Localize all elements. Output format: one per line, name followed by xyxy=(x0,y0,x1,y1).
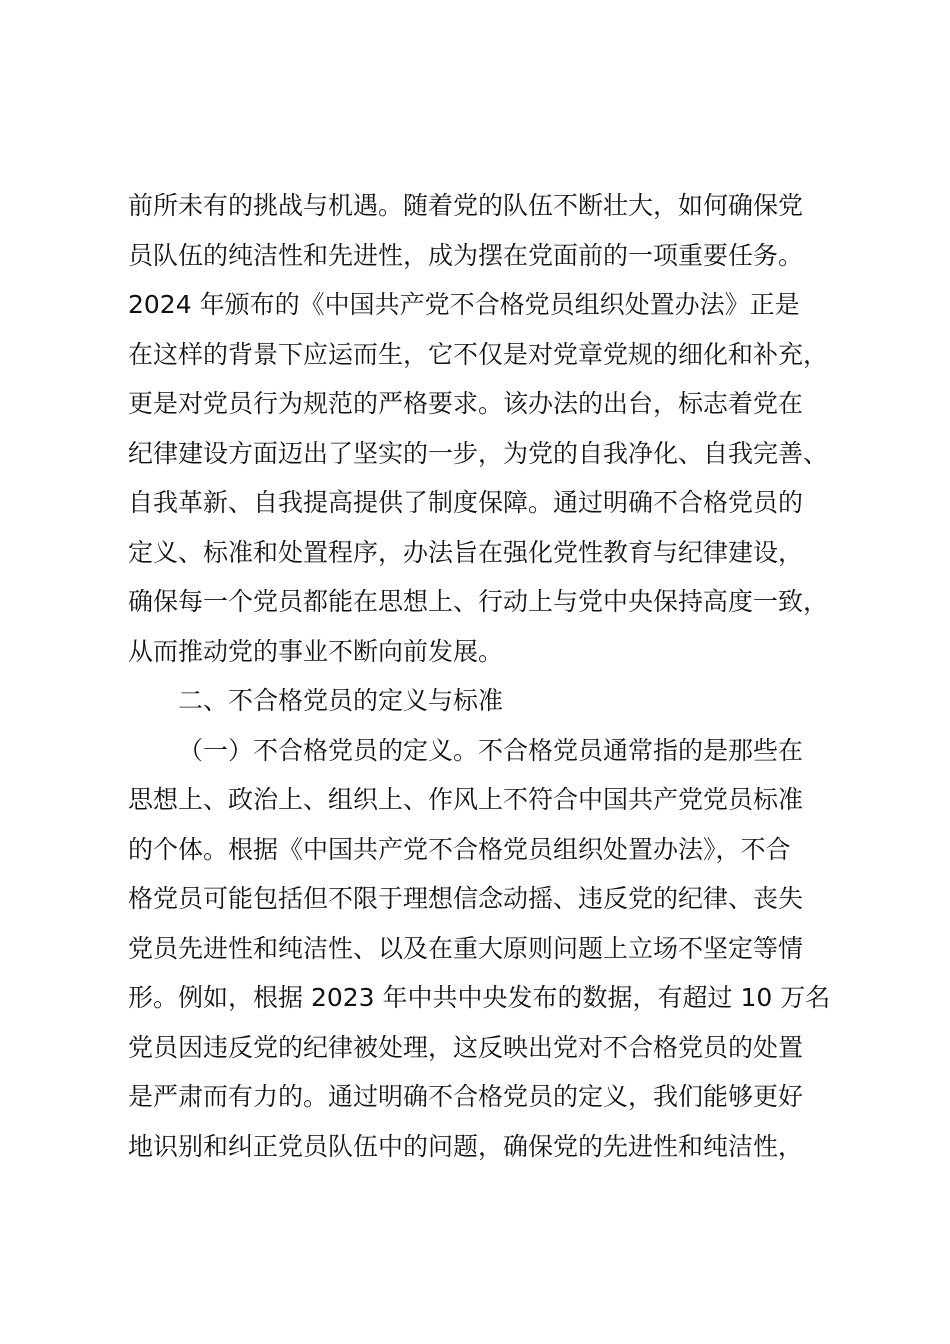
section-heading: 二、不合格党员的定义与标准 xyxy=(178,686,504,715)
paragraph-line: 思想上、政治上、组织上、作风上不符合中国共产党党员标准 xyxy=(128,785,804,814)
paragraph-line: 前所未有的挑战与机遇。随着党的队伍不断壮大，如何确保党 xyxy=(128,191,804,220)
document-body xyxy=(128,181,848,1171)
paragraph-line: 的个体。根据《中国共产党不合格党员组织处置办法》，不合 xyxy=(128,834,791,864)
paragraph-line: 格党员可能包括但不限于理想信念动摇、违反党的纪律、丧失 xyxy=(128,884,804,913)
paragraph-line: 纪律建设方面迈出了坚实的一步，为党的自我净化、自我完善、 xyxy=(128,438,829,468)
paragraph-line: 从而推动党的事业不断向前发展。 xyxy=(128,636,504,666)
paragraph-line: 2024 年颁布的《中国共产党不合格党员组织处置办法》正是 xyxy=(128,290,800,319)
paragraph-line: 定义、标准和处置程序，办法旨在强化党性教育与纪律建设， xyxy=(128,537,804,567)
paragraph-line: 确保每一个党员都能在思想上、行动上与党中央保持高度一致， xyxy=(128,587,829,616)
paragraph-line: 在这样的背景下应运而生，它不仅是对党章党规的细化和补充， xyxy=(128,339,829,369)
subsection-first-line: （一）不合格党员的定义。不合格党员通常指的是那些在 xyxy=(178,735,804,765)
paragraph-line: 形。例如，根据 2023 年中共中央发布的数据，有超过 10 万名 xyxy=(128,983,831,1012)
paragraph-line: 地识别和纠正党员队伍中的问题，确保党的先进性和纯洁性， xyxy=(128,1131,804,1161)
paragraph-line: 员队伍的纯洁性和先进性，成为摆在党面前的一项重要任务。 xyxy=(128,240,804,270)
paragraph-line: 党员先进性和纯洁性、以及在重大原则问题上立场不坚定等情 xyxy=(128,933,804,963)
paragraph-line: 是严肃而有力的。通过明确不合格党员的定义，我们能够更好 xyxy=(128,1082,804,1111)
paragraph-line: 自我革新、自我提高提供了制度保障。通过明确不合格党员的 xyxy=(128,488,804,517)
paragraph-line: 党员因违反党的纪律被处理，这反映出党对不合格党员的处置 xyxy=(128,1032,804,1062)
paragraph-line: 更是对党员行为规范的严格要求。该办法的出台，标志着党在 xyxy=(128,389,804,418)
